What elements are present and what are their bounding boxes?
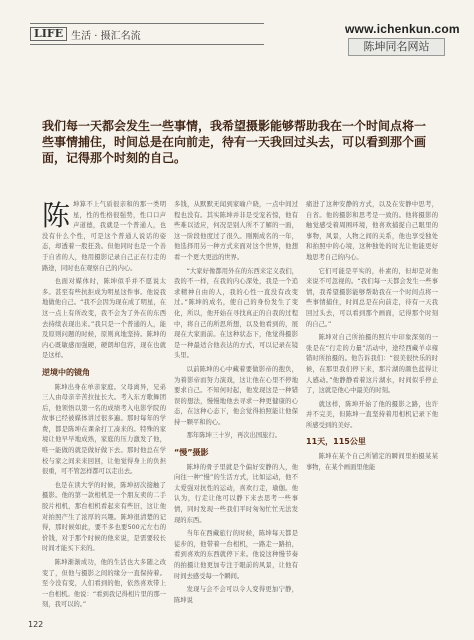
subheading: “慢”摄影 [174,448,209,458]
paragraph: 陈坤渐渐成功，他的生活也大多随之改变了，但他与摄影之间的缘分一直保持着。至今没有变，人们看到的他，依然喜欢带上一台相机。他说：“看到我记得相片里的那一刻，我可以的。” [42,559,166,609]
header-rule-bottom [30,44,264,45]
article-column-2 [174,200,298,609]
paragraph: 陈坤在某个自己所铺定的瞬间里拍摄某某事物，在某个画面里他能 [306,453,438,471]
paragraph: 也是在读大学的时候，陈坤初次接触了摄影。他的第一款相机是一个朋友卖的二手胶片相机，那台相机看起来有些旧，这让他对拍照产生了浓厚的兴趣。陈坤很清楚的记得，那时候如此，要不多也要500元左右的价钱，对于那个时候的他来说，是需要较长时间才能买下来的。 [42,481,166,553]
paragraph: “大家好像都用外在的东西来定义我们，我的不一样，在我的内心深处，我是一个追求精神自由的人，我的心性一直没有改变过。”陈坤的成名，使自己的身份发生了变化，所以，他开始在寻找真正的自我的过程中，将自己的所思所想，以及他看到的，展现在大家面前。在这种状态下，他觉得摄影是一种最适合他表达的方式，可以记录在镜头里。 [174,267,298,360]
paragraph: 它们可能是平实的，朴素的，但却是对他来说不可忽视的。“我们每一天都会发生一些事情，我希望摄影能够帮助我在一个时间点将一些事情捕住，时间总是在向前走，待有一天我回过头去，可以看到那个画面，记得那个时刻的自己。” [306,267,438,328]
paragraph: 以前陈坤的心中藏着要做影帝的抱负，为着影帝而努力演戏，这让他在心里不停地要求自己。不知何时起，他发现这是一种错误的想法，慢慢地他去寻求一种更健康的心态，在这种心态下，他会觉得拍照能让他保持一颗平和的心。 [174,365,298,426]
paragraph: 发现与会不会可以令人变得更加宁静，陈坤说 [174,586,298,604]
paragraph: 痛进了这种安静的方式，以及在安静中思考，自省。他的摄影和思考是一致的。他将摄影的触觉感受着周围环境，他喜欢捕捉自己眼里的事物，风景，人物之间的关系，他也享受独处和拍照中的心境，这种独处的时光让他能更好地思考自己的内心。 [306,201,438,261]
article-column-1 [42,200,166,614]
paragraph: 就这样，陈坤开始了他的摄影之路，也许并不完美，但陈坤一直坚持着用相机记录下他所感受到的美好。 [306,400,438,429]
paragraph: 那年陈坤三十岁，再次出国旅行。 [186,432,282,440]
paragraph: 陈坤的骨子里就是个偏好安静的人，他向往一种“慢”的生活方式，比如运动，他不太爱强对抗性的运动，喜欢行走，瑜伽。他认为，行走让他可以静下来去思考一些事情，同时发现一些我们平时匆匆忙忙无法发现的东西。 [174,463,298,524]
website-url[interactable]: www.ichenkun.com [345,22,460,36]
section-title: 生活 · 摄汇名流 [71,30,141,42]
paragraph: 陈坤出身在单亲家庭。父母离异，兄弟三人由母亲辛苦拉扯长大。考入东方歌舞团后，他领悟以第一名的成绩考入电影学院的故事已经被媒体讲过很多遍。那时每年的学费，都是陈坤在课余打工凑来的。特殊的家境让他早早地成熟，家庭的压力激发了他，唯一能做的就是做好做下去。那时他总在学校与家之间来来回回，让他觉得身上的负担很重，可不管怎样都可以走出去。 [42,383,166,476]
life-tag: LIFE [30,27,67,41]
lead-paragraph: 我们每一天都会发生一些事情，我希望摄影能够帮助我在一个时间点将一些事情捕住，时间总是在向前走，待有一天我回过头去，可以看到那个画面，记得那个时刻的自己。 [42,119,427,165]
page-number: 122 [28,620,44,629]
drop-cap: 陈 [42,199,71,232]
paragraph: 陈坤对自己所拍摄的照片中印象深刻的一张是在“行走的力量”活动中，途经西藏羊卓雍错时所拍摄的。他告诉我们：“很美很快乐的时候，在那里我们停下来，那片湖的颜色蓝得让人感动。”他静静看着这片湖水，时间似乎停止了，这就是他心中最美的时刻。 [306,334,438,395]
subheading: 11天，115公里 [306,437,366,447]
paragraph: 当年在西藏旅行的时候，陈坤每天都是徒步的，他带着一台相机，一路走一路拍，看到喜欢的东西就停下来。他说这种慢节奏的拍摄让他更加专注于眼前的风景，让他有时间去感受每一个瞬间。 [174,530,298,580]
section-header [30,27,141,41]
article-column-3 [306,200,438,476]
paragraph: 多钱，从默默无闻到家喻户晓，一点中间过程也没有。其实陈坤并非是受宠若惊，他有些难以适应，何况是别人所不了解的一面，这一阶段他度过了很久。刚刚成名的一年，他选择用另一种方式来面对这个世界，他想看一个更大更远的世界。 [174,201,298,261]
paragraph: 坤算不上气质很亲和的那一类明星，性的性格很强势，性口口声声道德，我就是一个普通人，也没有什么个性，可是这个普通人说话的姿态，却透着一股狂劲。但他同时也是一个善于自省的人，他用摄影记录自己正在行走的路途，同时也在观察自己的内心。 [42,201,166,272]
website-label: 陈坤同名网站 [348,38,445,56]
paragraph: 也面对媒体时，陈坤似乎并不愿说太多。甚至有些抗拒成为明星这件事。他说我地做他自己。“我不会因为现在成了明星，在这一点上有所改变，我不会为了外在的东西去持续表现出来。”我只是一个普通的人，能及原则问题的时候，原则真地坚持。陈坤的内心既敏感而强硬，硬朗却包容，现在也就是这样。 [42,278,166,360]
subheading: 逆境中的镜角 [42,367,90,377]
header-rule-top [30,23,264,24]
